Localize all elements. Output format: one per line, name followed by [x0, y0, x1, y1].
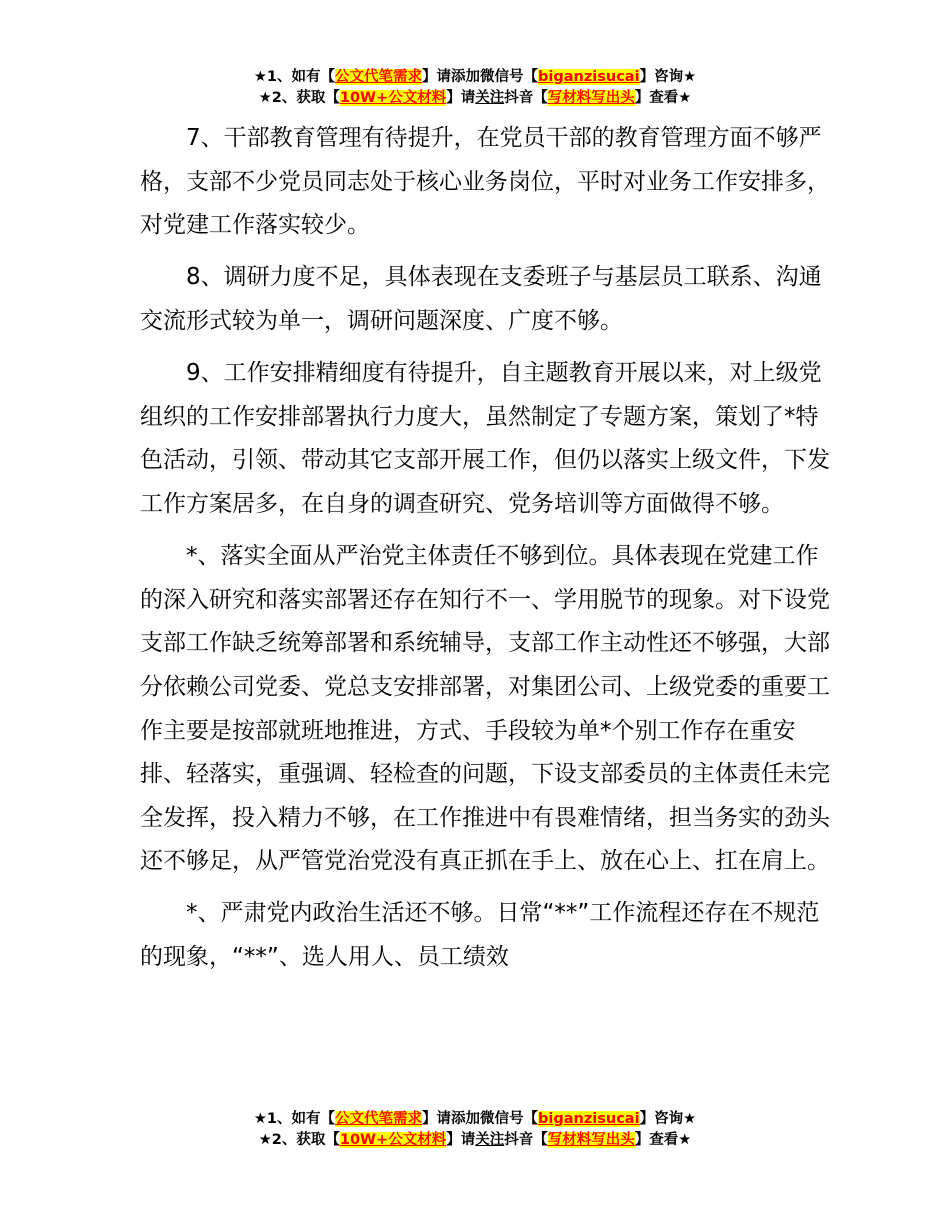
paragraph-8: 8、调研力度不足，具体表现在支委班子与基层员工联系、沟通交流形式较为单一，调研问题深度、广度不够。 [140, 264, 822, 334]
header-banner [0, 67, 950, 109]
highlight-materials: 10W+公文材料 [339, 90, 447, 106]
follow-text: 关注 [475, 1132, 505, 1148]
banner-line-2: ★2、获取【10W+公文材料】请关注抖音【写材料写出头】查看★ [258, 1132, 692, 1148]
paragraph-7: 7、干部教育管理有待提升，在党员干部的教育管理方面不够严格，支部不少党员同志处于核心业务岗位，平时对业务工作安排多，对党建工作落实较少。 [140, 125, 830, 239]
highlight-wechat-id: biganzisucai [538, 1111, 640, 1127]
highlight-account: 写材料写出头 [547, 1132, 635, 1148]
banner-line-1: ★1、如有【公文代笔需求】请添加微信号【biganzisucai】咨询★ [253, 1111, 697, 1127]
footer-banner [0, 1109, 950, 1151]
highlight-wechat-id: biganzisucai [538, 69, 640, 85]
highlight-materials: 10W+公文材料 [339, 1132, 447, 1148]
paragraph-political-life: *、严肃党内政治生活还不够。日常“**”工作流程还存在不规范的现象，“**”、选人用人、员工绩效 [140, 900, 820, 971]
highlight-ghostwriting: 公文代笔需求 [335, 69, 423, 85]
highlight-ghostwriting: 公文代笔需求 [335, 1111, 423, 1127]
paragraph-responsibility: *、落实全面从严治党主体责任不够到位。具体表现在党建工作的深入研究和落实部署还存在知行不一、学用脱节的现象。对下设党支部工作缺乏统筹部署和系统辅导，支部工作主动性还不够强，大部分依赖公司党委、党总支安排部署，对集团公司、上级党委的重要工作主要是按部就班地推进，方式、手段较为单*个别工作存在重安排、轻落实，重强调、轻检查的问题，下设支部委员的主体责任未完全发挥，投入精力不够，在工作推进中有畏难情绪，担当务实的劲头还不够足，从严管党治党没有真正抓在手上、放在心上、扛在肩上。 [140, 543, 830, 875]
paragraph-9: 9、工作安排精细度有待提升，自主题教育开展以来，对上级党组织的工作安排部署执行力度大，虽然制定了专题方案，策划了*特色活动，引领、带动其它支部开展工作，但仍以落实上级文件，下发工作方案居多，在自身的调查研究、党务培训等方面做得不够。 [140, 360, 830, 517]
highlight-account: 写材料写出头 [547, 90, 635, 106]
banner-line-2: ★2、获取【10W+公文材料】请关注抖音【写材料写出头】查看★ [258, 90, 692, 106]
banner-line-1: ★1、如有【公文代笔需求】请添加微信号【biganzisucai】咨询★ [253, 69, 697, 85]
document-body [140, 117, 840, 988]
follow-text: 关注 [475, 90, 505, 106]
